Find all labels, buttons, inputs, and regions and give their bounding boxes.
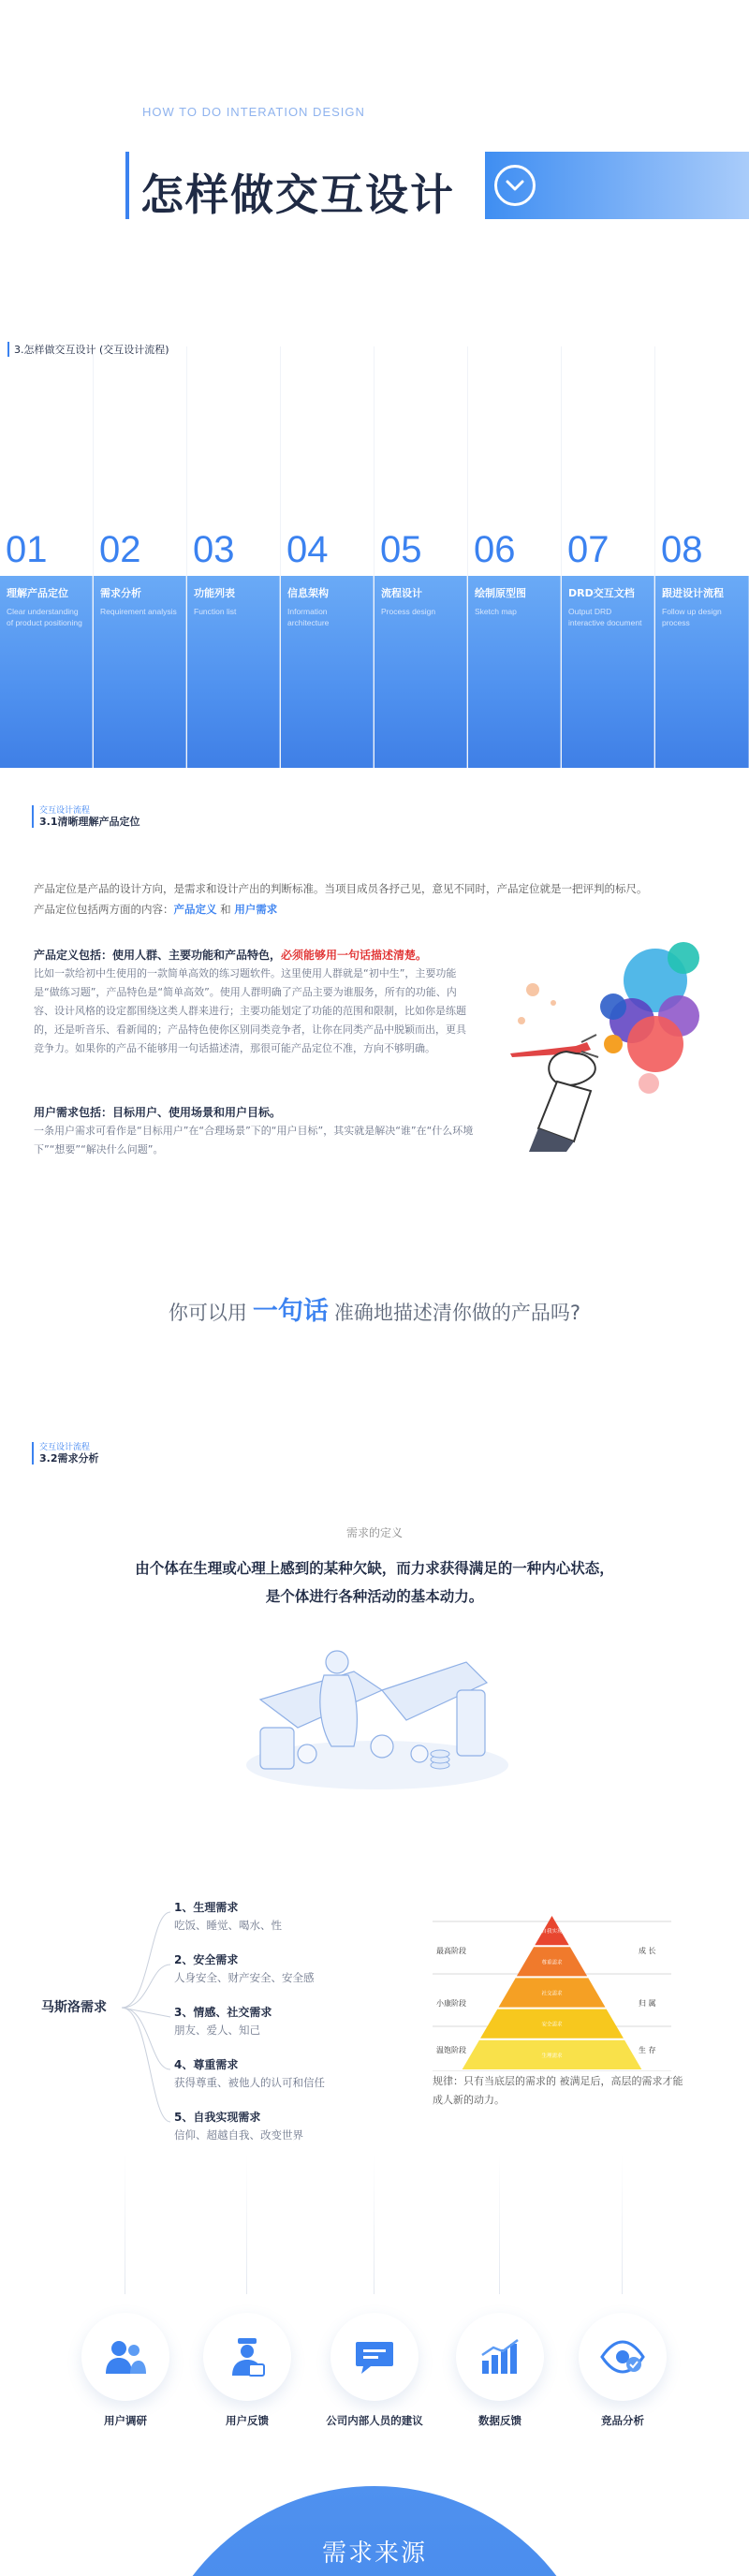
step-number: 01 bbox=[6, 529, 48, 570]
connector-line bbox=[246, 2154, 247, 2294]
connector-line bbox=[499, 2154, 500, 2294]
step-subtitle: Function list bbox=[194, 607, 237, 616]
section-heading bbox=[32, 1442, 99, 1465]
pyramid-right-label: 成 长 bbox=[639, 1947, 656, 1955]
maslow-item bbox=[174, 2004, 272, 2039]
pyramid-right-label: 归 属 bbox=[639, 1999, 656, 2008]
step-number: 02 bbox=[99, 529, 141, 570]
step-card bbox=[562, 576, 654, 768]
dart-hand-illustration bbox=[501, 941, 726, 1152]
step-number: 05 bbox=[380, 529, 422, 570]
section-title: 3.1清晰理解产品定位 bbox=[39, 816, 140, 828]
process-step bbox=[0, 346, 94, 768]
step-card bbox=[468, 576, 561, 768]
process-step bbox=[187, 346, 281, 768]
section-title: 3.2需求分析 bbox=[39, 1452, 99, 1465]
step-subtitle: Follow up design process bbox=[662, 607, 722, 627]
maslow-item bbox=[174, 1899, 282, 1935]
step-number: 07 bbox=[567, 529, 609, 570]
user-need-title: 用户需求包括：目标用户、使用场景和用户目标。 bbox=[34, 1106, 282, 1119]
pyramid-left-label: 小康阶段 bbox=[436, 1999, 466, 2008]
maslow-item-title: 4、尊重需求 bbox=[174, 2058, 239, 2071]
step-subtitle: Requirement analysis bbox=[100, 607, 177, 616]
users-icon bbox=[81, 2313, 169, 2401]
step-number: 03 bbox=[193, 529, 235, 570]
step-title: 需求分析 bbox=[100, 587, 141, 599]
hero-section bbox=[0, 0, 749, 281]
step-number: 06 bbox=[474, 529, 516, 570]
step-title: DRD交互文档 bbox=[568, 587, 635, 599]
step-subtitle: Information architecture bbox=[287, 607, 330, 627]
step-title: 绘制原型图 bbox=[475, 587, 526, 599]
step-card bbox=[187, 576, 280, 768]
definition-title-text: 产品定义包括：使用人群、主要功能和产品特色， bbox=[34, 949, 282, 962]
step-number: 08 bbox=[661, 529, 703, 570]
pyramid-left-label: 最高阶段 bbox=[436, 1947, 466, 1955]
maslow-item-title: 1、生理需求 bbox=[174, 1901, 239, 1914]
maslow-item bbox=[174, 2056, 325, 2092]
source-label: 数据反馈 bbox=[478, 2414, 521, 2427]
pyramid-level-label: 自我实现 bbox=[541, 1929, 563, 1936]
process-step bbox=[281, 346, 374, 768]
step-card bbox=[0, 576, 93, 768]
step-subtitle: Output DRD interactive document bbox=[568, 607, 642, 627]
highlight-user-needs: 用户需求 bbox=[234, 903, 278, 916]
source-label: 竞品分析 bbox=[601, 2414, 644, 2427]
maslow-item-title: 5、自我实现需求 bbox=[174, 2111, 261, 2124]
step-subtitle: Process design bbox=[381, 607, 436, 616]
maslow-item bbox=[174, 1951, 315, 1987]
question-line bbox=[0, 1290, 749, 1327]
question-text: 你可以用 bbox=[168, 1302, 247, 1324]
pyramid-right-label: 生 存 bbox=[639, 2046, 656, 2054]
need-definition-label: 需求的定义 bbox=[345, 1526, 403, 1539]
highlight-product-definition: 产品定义 bbox=[173, 903, 217, 916]
pyramid-left-label: 温饱阶段 bbox=[436, 2046, 466, 2054]
hero-subtitle: HOW TO DO INTERATION DESIGN bbox=[142, 105, 365, 119]
process-heading: 3.怎样做交互设计 (交互设计流程) bbox=[7, 342, 169, 357]
process-step bbox=[655, 346, 749, 768]
section-tag: 交互设计流程 bbox=[39, 806, 91, 816]
process-step bbox=[562, 346, 655, 768]
source-label: 用户反馈 bbox=[226, 2414, 269, 2427]
step-title: 信息架构 bbox=[287, 587, 329, 599]
bar-chart-icon bbox=[456, 2313, 544, 2401]
need-definition-text bbox=[0, 1554, 749, 1611]
intro-line bbox=[34, 899, 708, 920]
need-definition-line: 由个体在生理或心理上感到的某种欠缺，而力求获得满足的一种内心状态， bbox=[135, 1560, 614, 1577]
source-label: 公司内部人员的建议 bbox=[326, 2414, 423, 2427]
user-need-text: 一条用户需求可看作是“目标用户”在“合理场景”下的“用户目标”，其实就是解决“谁”在“什么环境下”“想要”“解决什么问题”。 bbox=[34, 1125, 474, 1156]
intro-line: 产品定位是产品的设计方向，是需求和设计产出的判断标准。当项目成员各抒己见，意见不同时，产品定位就是一把评判的标尺。 bbox=[34, 882, 648, 895]
maslow-item-title: 3、情感、社交需求 bbox=[174, 2006, 272, 2019]
maslow-item-title: 2、安全需求 bbox=[174, 1953, 239, 1966]
step-card bbox=[655, 576, 749, 768]
step-card bbox=[94, 576, 186, 768]
definition-text: 比如一款给初中生使用的一款简单高效的练习题软件。这里使用人群就是“初中生”，主要功能是“做练习题”，产品特色是“简单高效”。使用人群明确了产品主要为谁服务，所有的功能、内容、设计风格的设定都围绕这类人群来进行；主要功能划定了功能的范围和限制，比如你是练题的，还是听音乐、看新闻的；产品特色使你区别同类竞争者，让你在同类产品中脱颖而出，更具竞争力。如果你的产品不能够用一句话描述清，那很可能产品定位不准，方向不够明确。 bbox=[34, 967, 466, 1054]
process-step bbox=[94, 346, 187, 768]
chevron-down-icon[interactable] bbox=[494, 165, 536, 206]
step-title: 功能列表 bbox=[194, 587, 235, 599]
step-title: 跟进设计流程 bbox=[662, 587, 724, 599]
maslow-item bbox=[174, 2109, 303, 2144]
maslow-pyramid bbox=[433, 1910, 671, 2071]
intro-text: 和 bbox=[216, 903, 235, 916]
maslow-item-desc: 获得尊重、被他人的认可和信任 bbox=[174, 2076, 325, 2089]
pyramid-rule-text: 规律：只有当底层的需求的 被满足后，高层的需求才能成人新的动力。 bbox=[433, 2075, 683, 2106]
chat-bubble-icon bbox=[330, 2313, 419, 2401]
people-line-illustration bbox=[242, 1634, 513, 1798]
footer-title: 需求来源 bbox=[321, 2539, 427, 2568]
source-label: 用户调研 bbox=[104, 2414, 147, 2427]
section-heading bbox=[32, 805, 140, 828]
process-columns bbox=[0, 346, 749, 768]
need-definition-line: 是个体进行各种活动的基本动力。 bbox=[265, 1588, 484, 1605]
step-number: 04 bbox=[286, 529, 329, 570]
section-tag: 交互设计流程 bbox=[39, 1443, 91, 1452]
maslow-item-desc: 朋友、爱人、知己 bbox=[174, 2024, 260, 2037]
user-feedback-icon bbox=[203, 2313, 291, 2401]
step-title: 理解产品定位 bbox=[7, 587, 68, 599]
page-title: 怎样做交互设计 bbox=[140, 169, 455, 220]
process-step bbox=[374, 346, 468, 768]
pyramid-level-label: 尊重需求 bbox=[541, 1960, 563, 1966]
hero-accent-bar bbox=[125, 152, 129, 219]
step-card bbox=[374, 576, 467, 768]
user-need-block bbox=[34, 1103, 474, 1159]
step-subtitle: Clear understanding of product positioning bbox=[7, 607, 82, 627]
step-title: 流程设计 bbox=[381, 587, 422, 599]
intro-paragraph bbox=[34, 878, 708, 920]
definition-title bbox=[34, 946, 474, 964]
maslow-item-desc: 人身安全、财产安全、安全感 bbox=[174, 1971, 315, 1984]
step-subtitle: Sketch map bbox=[475, 607, 517, 616]
maslow-title: 马斯洛需求 bbox=[41, 2000, 107, 2015]
eye-check-icon bbox=[579, 2313, 667, 2401]
definition-title-warning: 必须能够用一句话描述清楚。 bbox=[281, 949, 428, 962]
pyramid-level-label: 生理需求 bbox=[541, 2053, 563, 2059]
process-step bbox=[468, 346, 562, 768]
pyramid-level-label: 社交需求 bbox=[541, 1991, 563, 1997]
pyramid-level-label: 安全需求 bbox=[541, 2022, 563, 2028]
maslow-item-desc: 吃饭、睡觉、喝水、性 bbox=[174, 1919, 282, 1932]
maslow-item-desc: 信仰、超越自我、改变世界 bbox=[174, 2128, 303, 2142]
question-highlight: 一句话 bbox=[252, 1297, 329, 1326]
connector-line bbox=[622, 2154, 623, 2294]
step-card bbox=[281, 576, 374, 768]
need-sources bbox=[0, 2154, 749, 2435]
intro-text: 产品定位包括两方面的内容： bbox=[34, 903, 174, 916]
product-definition-block bbox=[34, 946, 474, 1058]
question-text: 准确地描述清你做的产品吗? bbox=[333, 1302, 581, 1324]
